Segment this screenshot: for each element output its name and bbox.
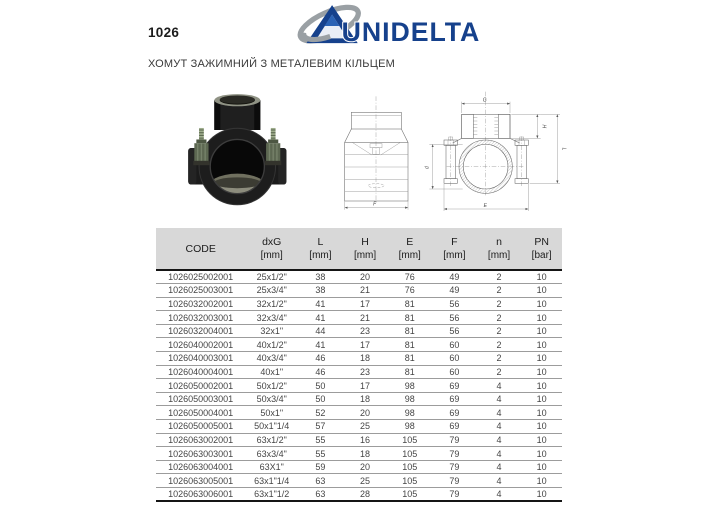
table-cell: 1026025003001 <box>156 284 245 298</box>
technical-drawing-section-view <box>420 87 580 220</box>
table-cell: 105 <box>387 488 432 502</box>
table-cell: 18 <box>343 352 388 366</box>
table-cell: 41 <box>298 338 343 352</box>
table-cell: 60 <box>432 365 477 379</box>
product-photo-image <box>165 86 313 218</box>
table-cell: 4 <box>477 379 522 393</box>
bolt-right <box>265 128 281 165</box>
table-cell: 2 <box>477 311 522 325</box>
table-cell: 20 <box>343 406 388 420</box>
table-cell: 17 <box>343 379 388 393</box>
table-cell: 40x1" <box>245 365 298 379</box>
table-cell: 1026050003001 <box>156 392 245 406</box>
table-row <box>156 352 562 366</box>
table-cell: 1026025002001 <box>168 272 234 283</box>
table-cell: 63 <box>298 474 343 488</box>
table-cell: 40x3/4" <box>245 352 298 366</box>
table-row <box>156 270 562 284</box>
table-cell: 2 <box>477 338 522 352</box>
table-cell: 10 <box>521 379 562 393</box>
column-header: H [mm] <box>343 228 388 270</box>
table-cell: 10 <box>521 284 562 298</box>
table-cell: 41 <box>298 311 343 325</box>
table-cell: 4 <box>477 474 522 488</box>
table-cell: 1026050004001 <box>156 406 245 420</box>
table-row <box>156 392 562 406</box>
table-cell: 1026040003001 <box>156 352 245 366</box>
table-cell: 50 <box>298 379 343 393</box>
table-cell: 79 <box>432 447 477 461</box>
table-cell: 10 <box>521 433 562 447</box>
dimension-label-h: H <box>540 124 547 129</box>
table-cell: 2 <box>477 352 522 366</box>
table-cell: 20 <box>343 460 388 474</box>
logo-text: UNIDELTA <box>341 17 481 48</box>
table-cell: 32x1/2" <box>245 297 298 311</box>
table-cell: 10 <box>521 392 562 406</box>
table-cell: 55 <box>298 447 343 461</box>
table-cell: 1026063004001 <box>156 460 245 474</box>
table-cell: 1026032003001 <box>156 311 245 325</box>
table-cell: 50x1" <box>245 406 298 420</box>
dimension-label-e: E <box>483 203 488 209</box>
table-cell: 69 <box>432 406 477 420</box>
table-cell: 1026050002001 <box>156 379 245 393</box>
table-cell: 50x1/2" <box>245 379 298 393</box>
table-cell: 17 <box>343 338 388 352</box>
dimension-label-l: L <box>560 147 567 151</box>
spec-table-grid <box>156 228 562 502</box>
table-cell: 1026063002001 <box>156 433 245 447</box>
table-cell: 56 <box>432 324 477 338</box>
table-cell: 32x3/4" <box>245 311 298 325</box>
dimension-label-d: d <box>424 166 431 170</box>
table-cell: 10 <box>521 474 562 488</box>
table-cell: 81 <box>387 297 432 311</box>
table-cell: 56 <box>432 311 477 325</box>
table-cell: 79 <box>432 488 477 502</box>
table-cell: 2 <box>477 284 522 298</box>
table-cell: 46 <box>298 365 343 379</box>
table-cell: 16 <box>343 433 388 447</box>
table-cell: 1026050005001 <box>156 420 245 434</box>
bolt-left <box>193 128 209 165</box>
table-cell: 81 <box>387 352 432 366</box>
table-cell: 105 <box>387 447 432 461</box>
table-cell: 4 <box>477 433 522 447</box>
table-cell: 57 <box>298 420 343 434</box>
dimension-label-f: F <box>373 201 377 208</box>
table-cell: 10 <box>521 324 562 338</box>
table-cell: 40x1/2" <box>245 338 298 352</box>
table-cell: 50x1"1/4 <box>245 420 298 434</box>
table-cell: 10 <box>521 420 562 434</box>
table-cell: 17 <box>343 297 388 311</box>
table-cell: 46 <box>298 352 343 366</box>
table-head-row <box>156 228 562 270</box>
table-cell: 4 <box>477 460 522 474</box>
table-cell: 81 <box>387 338 432 352</box>
table-cell: 56 <box>432 297 477 311</box>
table-cell: 10 <box>521 297 562 311</box>
table-row <box>156 379 562 393</box>
table-cell: 52 <box>298 406 343 420</box>
table-cell: 10 <box>521 365 562 379</box>
table-row <box>156 338 562 352</box>
table-cell: 10 <box>521 338 562 352</box>
table-cell: 28 <box>343 488 388 502</box>
table-cell: 76 <box>404 272 415 283</box>
table-cell: 69 <box>432 392 477 406</box>
table-cell: 10 <box>521 311 562 325</box>
table-cell: 63x3/4" <box>245 447 298 461</box>
column-header: n [mm] <box>477 228 522 270</box>
product-code: 1026 <box>148 25 180 40</box>
table-cell: 69 <box>432 420 477 434</box>
table-cell: 63x1/2" <box>245 433 298 447</box>
table-cell: 32x1" <box>245 324 298 338</box>
dimension-label-g: G <box>482 97 487 104</box>
table-row <box>156 447 562 461</box>
column-header: CODE <box>156 228 245 270</box>
table-cell: 98 <box>387 379 432 393</box>
table-row <box>156 284 562 298</box>
table-cell: 55 <box>298 433 343 447</box>
table-row <box>156 311 562 325</box>
table-cell: 10 <box>521 488 562 502</box>
table-row <box>156 365 562 379</box>
table-cell: 25x1/2" <box>256 272 287 283</box>
table-cell: 76 <box>387 284 432 298</box>
table-cell: 1026063005001 <box>156 474 245 488</box>
table-cell: 21 <box>343 284 388 298</box>
table-cell: 63 <box>298 488 343 502</box>
table-cell: 10 <box>521 406 562 420</box>
table-cell: 44 <box>298 324 343 338</box>
table-body <box>156 270 562 501</box>
column-header: L [mm] <box>298 228 343 270</box>
table-cell: 79 <box>432 433 477 447</box>
table-cell: 4 <box>477 420 522 434</box>
table-row <box>156 460 562 474</box>
table-cell: 1026040002001 <box>156 338 245 352</box>
table-cell: 20 <box>360 272 371 283</box>
table-cell: 10 <box>521 352 562 366</box>
page-subtitle: ХОМУТ ЗАЖИМНИЙ З МЕТАЛЕВИМ КІЛЬЦЕМ <box>148 58 395 70</box>
table-cell: 10 <box>521 460 562 474</box>
column-header: E [mm] <box>387 228 432 270</box>
table-cell: 1026063006001 <box>156 488 245 502</box>
table-cell: 2 <box>496 272 502 283</box>
technical-drawing-side-view <box>332 87 420 217</box>
table-cell: 98 <box>387 406 432 420</box>
table-cell: 18 <box>343 447 388 461</box>
table-cell: 4 <box>477 406 522 420</box>
table-cell: 1026040004001 <box>156 365 245 379</box>
brand-logo <box>296 4 486 48</box>
table-cell: 10 <box>536 272 547 283</box>
table-cell: 4 <box>477 488 522 502</box>
table-cell: 1026063003001 <box>156 447 245 461</box>
table-cell: 63X1" <box>245 460 298 474</box>
table-cell: 38 <box>298 284 343 298</box>
table-row <box>156 474 562 488</box>
spec-table <box>156 228 562 502</box>
table-cell: 98 <box>387 392 432 406</box>
column-header: F [mm] <box>432 228 477 270</box>
table-cell: 38 <box>315 272 326 283</box>
table-cell: 105 <box>387 460 432 474</box>
table-cell: 25x3/4" <box>245 284 298 298</box>
table-cell: 79 <box>432 460 477 474</box>
table-cell: 23 <box>343 324 388 338</box>
column-header: dxG [mm] <box>245 228 298 270</box>
table-cell: 105 <box>387 433 432 447</box>
table-cell: 59 <box>298 460 343 474</box>
table-row <box>156 324 562 338</box>
table-cell: 49 <box>432 284 477 298</box>
table-cell: 79 <box>432 474 477 488</box>
table-cell: 1026032002001 <box>156 297 245 311</box>
column-header: PN [bar] <box>521 228 562 270</box>
table-cell: 1026032004001 <box>156 324 245 338</box>
table-cell: 23 <box>343 365 388 379</box>
table-row <box>156 406 562 420</box>
table-cell: 25 <box>343 420 388 434</box>
table-row <box>156 488 562 502</box>
table-row <box>156 297 562 311</box>
table-cell: 2 <box>477 324 522 338</box>
table-cell: 63x1"1/4 <box>245 474 298 488</box>
table-cell: 63x1"1/2 <box>245 488 298 502</box>
table-cell: 41 <box>298 297 343 311</box>
table-cell: 60 <box>432 338 477 352</box>
table-cell: 69 <box>432 379 477 393</box>
table-cell: 60 <box>432 352 477 366</box>
table-cell: 81 <box>387 311 432 325</box>
table-cell: 4 <box>477 392 522 406</box>
table-cell: 105 <box>387 474 432 488</box>
table-cell: 50 <box>298 392 343 406</box>
table-cell: 25 <box>343 474 388 488</box>
table-cell: 18 <box>343 392 388 406</box>
table-cell: 2 <box>477 365 522 379</box>
table-row <box>156 433 562 447</box>
table-cell: 2 <box>477 297 522 311</box>
table-cell: 49 <box>449 272 460 283</box>
table-cell: 98 <box>387 420 432 434</box>
table-cell: 10 <box>521 447 562 461</box>
table-cell: 4 <box>477 447 522 461</box>
table-cell: 81 <box>387 365 432 379</box>
table-cell: 81 <box>387 324 432 338</box>
table-row <box>156 420 562 434</box>
table-cell: 50x3/4" <box>245 392 298 406</box>
table-cell: 21 <box>343 311 388 325</box>
